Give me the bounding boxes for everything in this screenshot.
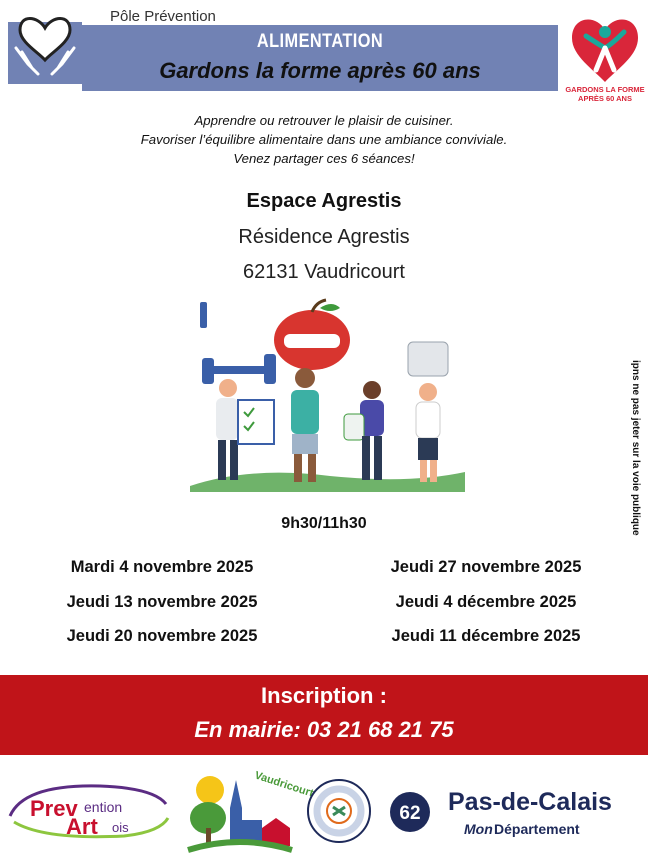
logo-text-line2: APRÈS 60 ANS bbox=[578, 94, 632, 103]
prevention-text-c: Art bbox=[66, 814, 98, 839]
intro-line-3: Venez partager ces 6 séances! bbox=[233, 151, 415, 166]
venue-address-line2: 62131 Vaudricourt bbox=[243, 261, 405, 283]
prevention-artois-logo bbox=[4, 782, 172, 842]
subtitle-rest: après 60 ans bbox=[341, 58, 481, 83]
prevention-text-b: ention bbox=[84, 799, 123, 815]
pas-de-calais-logo bbox=[388, 782, 640, 842]
date-item: Jeudi 13 novembre 2025 bbox=[66, 593, 258, 611]
side-note: ipns ne pas jeter sur la voie publique bbox=[630, 360, 641, 536]
inscription-phone: En mairie: 03 21 68 21 75 bbox=[194, 717, 454, 742]
venue-address-line1: Résidence Agrestis bbox=[238, 226, 410, 248]
heart-hands-icon bbox=[8, 2, 82, 84]
header-subtitle bbox=[82, 58, 558, 84]
session-time: 9h30/11h30 bbox=[281, 515, 367, 532]
inscription-title: Inscription : bbox=[261, 683, 387, 708]
header-title: ALIMENTATION bbox=[256, 31, 384, 52]
intro-text bbox=[0, 111, 648, 168]
intro-line-2: Favoriser l’équilibre alimentaire dans une ambiance conviviale. bbox=[140, 132, 508, 147]
date-item: Jeudi 20 novembre 2025 bbox=[66, 627, 258, 645]
healthy-people-illustration bbox=[180, 296, 470, 496]
vaudricourt-text: Vaudricourt bbox=[253, 769, 315, 800]
pdc-name: Pas-de-Calais bbox=[448, 788, 612, 816]
prevention-text-d: ois bbox=[112, 820, 129, 835]
gardons-la-forme-logo bbox=[565, 8, 645, 104]
logo-text-line1: GARDONS LA FORME bbox=[565, 85, 645, 94]
intro-line-1: Apprendre ou retrouver le plaisir de cuisiner. bbox=[194, 113, 454, 128]
subtitle-italic: Gardons la forme bbox=[159, 58, 342, 83]
date-item: Jeudi 4 décembre 2025 bbox=[395, 593, 577, 611]
pdc-number: 62 bbox=[399, 803, 421, 824]
date-item: Mardi 4 novembre 2025 bbox=[70, 558, 254, 576]
date-item: Jeudi 27 novembre 2025 bbox=[390, 558, 582, 576]
date-item: Jeudi 11 décembre 2025 bbox=[391, 627, 581, 645]
pdc-departement: Département bbox=[494, 821, 580, 837]
vaudricourt-logo bbox=[184, 762, 315, 856]
pole-label: Pôle Prévention bbox=[110, 8, 216, 25]
prevention-text-a: Prev bbox=[30, 796, 78, 821]
pdc-mon: Mon bbox=[464, 821, 493, 837]
conference-financeurs-seal bbox=[306, 778, 372, 844]
pas-de-calais-mark bbox=[388, 782, 640, 842]
venue-name: Espace Agrestis bbox=[246, 190, 402, 212]
